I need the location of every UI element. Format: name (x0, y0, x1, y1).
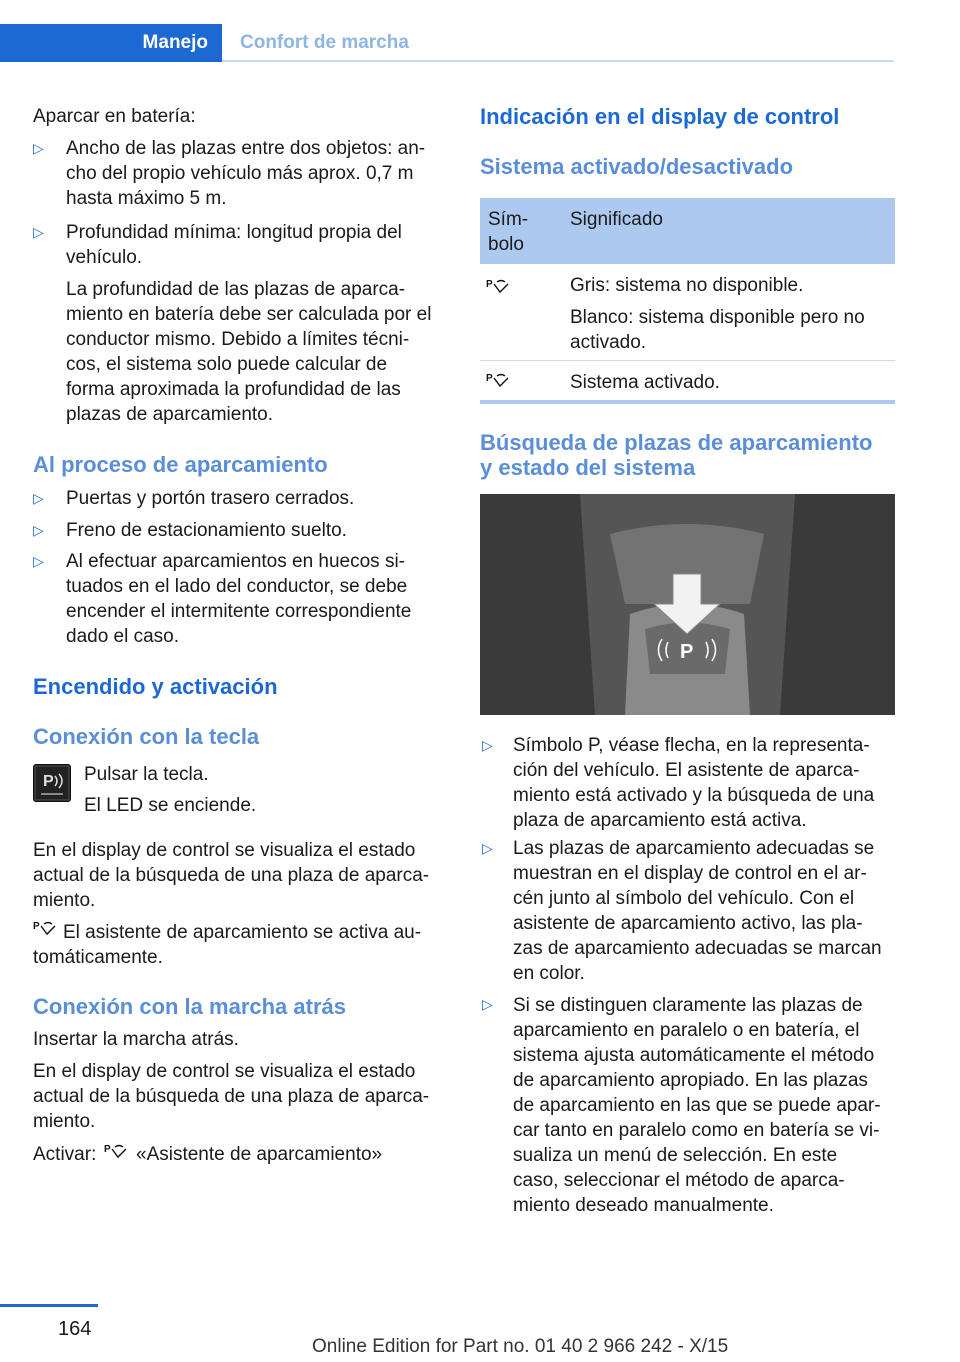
bullet-triangle-icon: ▷ (33, 224, 44, 240)
rbullet2-line3: cén junto al símbolo del vehículo. Con el (513, 888, 855, 909)
rbullet3-line9: miento deseado manualmente. (513, 1195, 774, 1216)
rbullet1-line4: plaza de aparcamiento está activa. (513, 810, 807, 831)
para1-line3: miento. (33, 890, 96, 911)
heading-encendido: Encendido y activación (33, 674, 278, 699)
rbullet3-line7: sualiza un menú de selección. En este (513, 1145, 838, 1166)
bullet-a2-line2: vehículo. (66, 247, 143, 268)
svg-text:P: P (33, 921, 40, 932)
page-number: 164 (58, 1318, 92, 1340)
tecla-line2: El LED se enciende. (84, 795, 257, 816)
para-line: plazas de aparcamiento. (66, 404, 274, 425)
activar-value: «Asistente de aparcamiento» (136, 1144, 383, 1165)
bullet-triangle-icon: ▷ (482, 840, 493, 856)
bullet-a1-line2: cho del propio vehículo más aprox. 0,7 m (66, 163, 414, 184)
bullet-triangle-icon: ▷ (33, 553, 44, 569)
footer-edition: Online Edition for Part no. 01 40 2 966 242 - X/15 (312, 1336, 729, 1357)
intro-text: Aparcar en batería: (33, 106, 196, 127)
table-row1-line2: Blanco: sistema disponible pero no (570, 307, 865, 328)
svg-text:P: P (43, 773, 54, 790)
footer-rule (0, 1304, 98, 1307)
table-col2-header: Significado (570, 209, 663, 230)
para4-line2: actual de la búsqueda de una plaza de aparca- (33, 1086, 430, 1107)
para-line: cos, el sistema solo puede calcular de (66, 354, 388, 375)
bullet-b3-line4: dado el caso. (66, 626, 180, 647)
para4-line1: En el display de control se visualiza el estado (33, 1061, 416, 1082)
bullet-triangle-icon: ▷ (482, 737, 493, 753)
bullet-triangle-icon: ▷ (33, 490, 44, 506)
bullet-a1-line3: hasta máximo 5 m. (66, 188, 227, 209)
svg-text:P: P (486, 279, 493, 290)
table-col1-line2: bolo (488, 234, 524, 255)
table-bottom-rule (480, 400, 895, 404)
rbullet3-line3: sistema ajusta automáticamente el método (513, 1045, 875, 1066)
table-row-divider (480, 360, 895, 361)
tab-manejo[interactable] (0, 24, 222, 62)
bullet-b3-line1: Al efectuar aparcamientos en huecos si- (66, 551, 406, 572)
bullet-triangle-icon: ▷ (33, 140, 44, 156)
rbullet2-line6: en color. (513, 963, 585, 984)
table-row1-line3: activado. (570, 332, 647, 353)
rbullet3-line8: caso, seleccionar el método de aparca- (513, 1170, 845, 1191)
park-assist-button-icon (33, 764, 71, 802)
park-assist-icon (486, 276, 512, 296)
rbullet2-line4: asistente de aparcamiento activo, las pla- (513, 913, 863, 934)
rbullet2-line1: Las plazas de aparcamiento adecuadas se (513, 838, 875, 859)
header-divider (222, 60, 894, 62)
para-line: conductor mismo. Debido a límites técni- (66, 329, 410, 350)
heading-busqueda-line1: Búsqueda de plazas de aparcamiento (480, 430, 873, 455)
tab-confort-de-marcha[interactable]: Confort de marcha (240, 32, 409, 53)
table-row2: Sistema activado. (570, 372, 720, 393)
rbullet3-line6: car tanto en paralelo como en batería se vi- (513, 1120, 880, 1141)
display-parking-image (480, 494, 895, 715)
para-line: forma aproximada la profundidad de las (66, 379, 401, 400)
table-header (480, 198, 895, 264)
activar-label: Activar: (33, 1144, 97, 1165)
rbullet3-line5: de aparcamiento en las que se puede apar- (513, 1095, 881, 1116)
svg-text:P: P (104, 1144, 111, 1155)
svg-text:P: P (486, 373, 493, 384)
bullet-b2: Freno de estacionamiento suelto. (66, 520, 347, 541)
para2-line1: El asistente de aparcamiento se activa au- (63, 922, 422, 943)
bullet-triangle-icon: ▷ (33, 522, 44, 538)
rbullet1-line3: miento está activado y la búsqueda de una (513, 785, 875, 806)
bullet-b3-line3: encender el intermitente correspondiente (66, 601, 412, 622)
heading-proceso: Al proceso de aparcamiento (33, 452, 328, 477)
heading-conexion-tecla: Conexión con la tecla (33, 724, 260, 749)
heading-busqueda-line2: y estado del sistema (480, 455, 696, 480)
rbullet3-line2: aparcamiento en paralelo o en batería, el (513, 1020, 860, 1041)
para3: Insertar la marcha atrás. (33, 1029, 239, 1050)
para1-line2: actual de la búsqueda de una plaza de aparca- (33, 865, 430, 886)
para4-line3: miento. (33, 1111, 96, 1132)
bullet-triangle-icon: ▷ (482, 996, 493, 1012)
tab-manejo-label: Manejo (142, 32, 208, 53)
para-line: miento en batería debe ser calculada por el (66, 304, 432, 325)
rbullet1-line1: Símbolo P, véase flecha, en la representa- (513, 735, 870, 756)
rbullet3-line1: Si se distinguen claramente las plazas de (513, 995, 863, 1016)
heading-indicacion: Indicación en el display de control (480, 104, 840, 129)
para1-line1: En el display de control se visualiza el estado (33, 840, 416, 861)
table-row1-line1: Gris: sistema no disponible. (570, 275, 804, 296)
park-assist-active-icon (486, 370, 512, 390)
bullet-a2-line1: Profundidad mínima: longitud propia del (66, 222, 402, 243)
rbullet2-line5: zas de aparcamiento adecuadas se marcan (513, 938, 882, 959)
rbullet3-line4: de aparcamiento apropiado. En las plazas (513, 1070, 868, 1091)
bullet-b1: Puertas y portón trasero cerrados. (66, 488, 355, 509)
park-assist-icon (104, 1141, 130, 1161)
rbullet1-line2: ción del vehículo. El asistente de aparca- (513, 760, 860, 781)
park-assist-icon (33, 918, 59, 938)
photo-p-label: P (680, 641, 694, 663)
para2-line2: tomáticamente. (33, 947, 163, 968)
bullet-b3-line2: tuados en el lado del conductor, se debe (66, 576, 408, 597)
rbullet2-line2: muestran en el display de control en el ar- (513, 863, 867, 884)
table-col1-line1: Sím- (488, 209, 529, 230)
heading-sistema: Sistema activado/desactivado (480, 154, 794, 179)
tecla-line1: Pulsar la tecla. (84, 764, 209, 785)
bullet-a1-line1: Ancho de las plazas entre dos objetos: an- (66, 138, 426, 159)
heading-conexion-marcha: Conexión con la marcha atrás (33, 994, 346, 1019)
para-line: La profundidad de las plazas de aparca- (66, 279, 406, 300)
